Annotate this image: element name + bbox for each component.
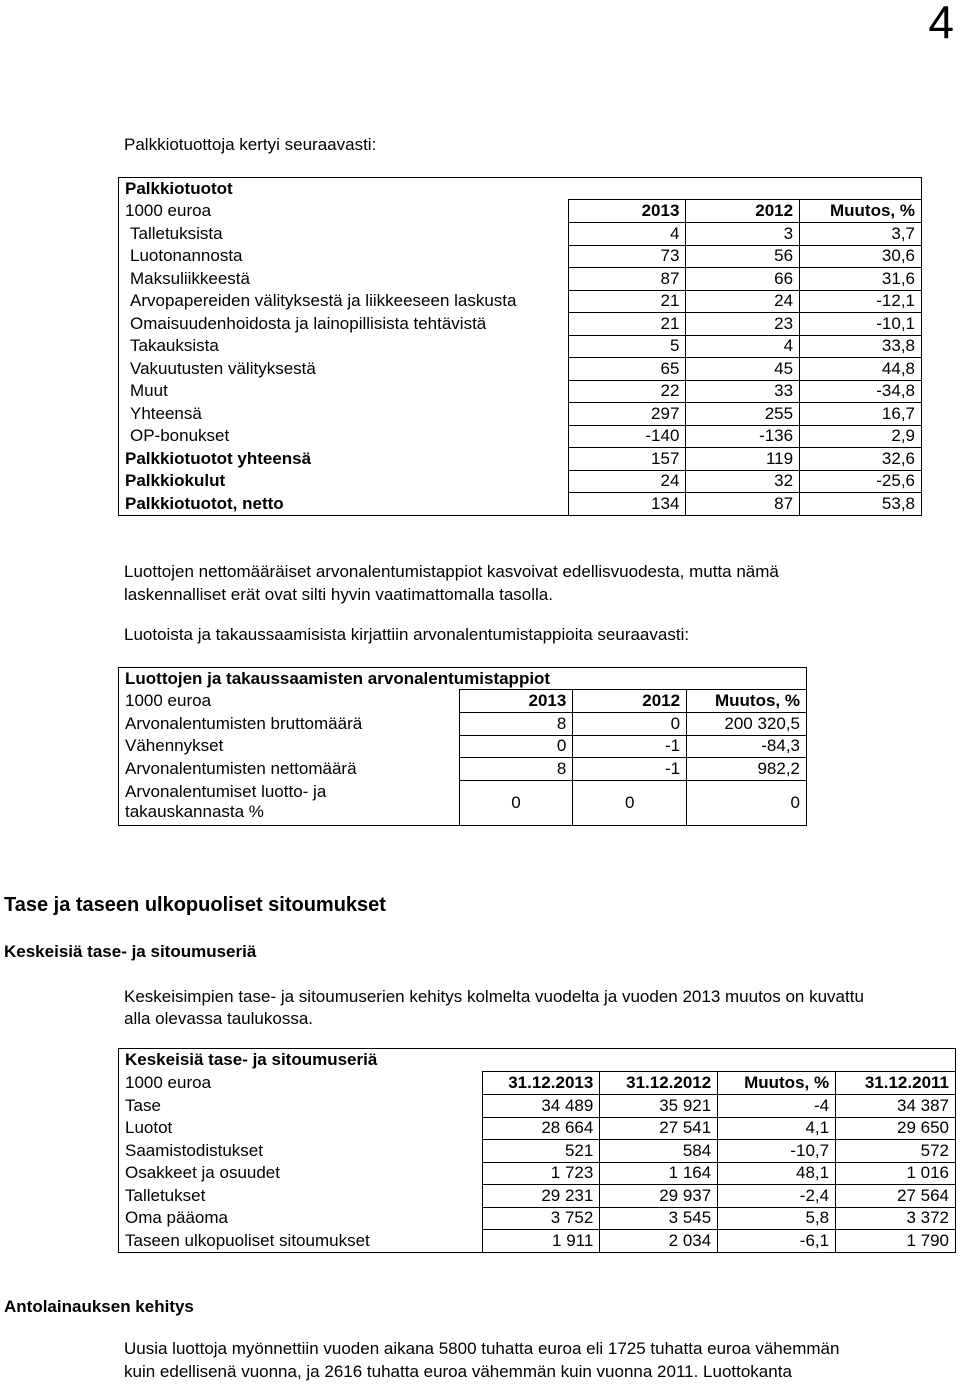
balance-header-2013: 31.12.2013 [483, 1072, 600, 1095]
table-row: Talletukset 29 231 29 937 -2,4 27 564 [119, 1185, 956, 1208]
table-row: Luotonannosta 73 56 30,6 [119, 245, 922, 268]
table-row: Tase 34 489 35 921 -4 34 387 [119, 1095, 956, 1118]
table-row: Muut 22 33 -34,8 [119, 380, 922, 403]
table-row: Luotot 28 664 27 541 4,1 29 650 [119, 1117, 956, 1140]
subheading-lending: Antolainauksen kehitys [4, 1297, 194, 1316]
table-row: Arvonalentumisten nettomäärä 8 -1 982,2 [119, 758, 807, 781]
table-row: Vähennykset 0 -1 -84,3 [119, 735, 807, 758]
fee-income-table [118, 177, 922, 516]
balance-header-2011: 31.12.2011 [836, 1072, 956, 1095]
table-row: Talletuksista 4 3 3,7 [119, 223, 922, 246]
subheading-key-items: Keskeisiä tase- ja sitoumuseriä [4, 942, 257, 961]
impairment-table-title: Luottojen ja takaussaamisten arvonalentumistappiot [125, 668, 551, 688]
balance-header-change: Muutos, % [718, 1072, 836, 1095]
paragraph-impairments-line2: laskennalliset erät ovat silti hyvin vaatimattomalla tasolla. [124, 585, 553, 604]
fee-table-unit: 1000 euroa [125, 201, 212, 220]
balance-sheet-table [118, 1048, 956, 1253]
impairment-header-2012: 2012 [573, 690, 687, 713]
section-heading-balance: Tase ja taseen ulkopuoliset sitoumukset [4, 894, 386, 916]
table-row: Omaisuudenhoidosta ja lainopillisista tehtävistä 21 23 -10,1 [119, 313, 922, 336]
table-row: Palkkiotuotot yhteensä 157 119 32,6 [119, 448, 922, 471]
balance-table-title: Keskeisiä tase- ja sitoumuseriä [125, 1050, 378, 1069]
balance-table-unit: 1000 euroa [125, 1073, 212, 1092]
impairment-table [118, 667, 807, 826]
table-row: Palkkiotuotot, netto 134 87 53,8 [119, 493, 922, 516]
table-row: Arvonalentumiset luotto- ja takauskannasta % 0 0 0 [119, 780, 807, 825]
table-row: Takauksista 5 4 33,8 [119, 335, 922, 358]
paragraph-lending-line2: kuin edellisenä vuonna, ja 2616 tuhatta euroa vähemmän kuin vuonna 2011. Luottokanta [124, 1362, 792, 1381]
fee-table-title: Palkkiotuotot [125, 178, 233, 198]
impairment-header-2013: 2013 [459, 690, 573, 713]
impairment-header-change: Muutos, % [687, 690, 807, 713]
paragraph-key-items-line1: Keskeisimpien tase- ja sitoumuserien kehitys kolmelta vuodelta ja vuoden 2013 muutos on kuvattu [124, 987, 864, 1006]
table-row: Palkkiokulut 24 32 -25,6 [119, 470, 922, 493]
table-row: Oma pääoma 3 752 3 545 5,8 3 372 [119, 1207, 956, 1230]
paragraph-impairments-intro: Luotoista ja takaussaamisista kirjattiin arvonalentumistappioita seuraavasti: [124, 625, 690, 644]
impairment-last-label-line1: Arvonalentumiset luotto- ja [125, 782, 327, 802]
table-row: Arvopapereiden välityksestä ja liikkeeseen laskusta 21 24 -12,1 [119, 290, 922, 313]
table-row: OP-bonukset -140 -136 2,9 [119, 425, 922, 448]
impairment-last-label-line2: takauskannasta % [125, 802, 264, 822]
table-row: Vakuutusten välityksestä 65 45 44,8 [119, 358, 922, 381]
balance-header-2012: 31.12.2012 [600, 1072, 718, 1095]
table-row: Maksuliikkeestä 87 66 31,6 [119, 268, 922, 291]
table-row: Osakkeet ja osuudet 1 723 1 164 48,1 1 016 [119, 1162, 956, 1185]
table-row: Arvonalentumisten bruttomäärä 8 0 200 320,5 [119, 713, 807, 736]
table-row: Yhteensä 297 255 16,7 [119, 403, 922, 426]
paragraph-key-items-line2: alla olevassa taulukossa. [124, 1009, 314, 1028]
table-row: Saamistodistukset 521 584 -10,7 572 [119, 1140, 956, 1163]
fee-header-change: Muutos, % [800, 200, 922, 223]
page-number: 4 [928, 0, 954, 48]
table-row: Taseen ulkopuoliset sitoumukset 1 911 2 034 -6,1 1 790 [119, 1230, 956, 1253]
paragraph-lending-line1: Uusia luottoja myönnettiin vuoden aikana 5800 tuhatta euroa eli 1725 tuhatta euroa vähemmän [124, 1339, 840, 1358]
paragraph-impairments-line1: Luottojen nettomääräiset arvonalentumistappiot kasvoivat edellisvuodesta, mutta nämä [124, 562, 779, 581]
impairment-table-unit: 1000 euroa [125, 691, 212, 710]
intro-text: Palkkiotuottoja kertyi seuraavasti: [124, 135, 377, 154]
fee-header-2013: 2013 [568, 200, 686, 223]
fee-header-2012: 2012 [686, 200, 800, 223]
